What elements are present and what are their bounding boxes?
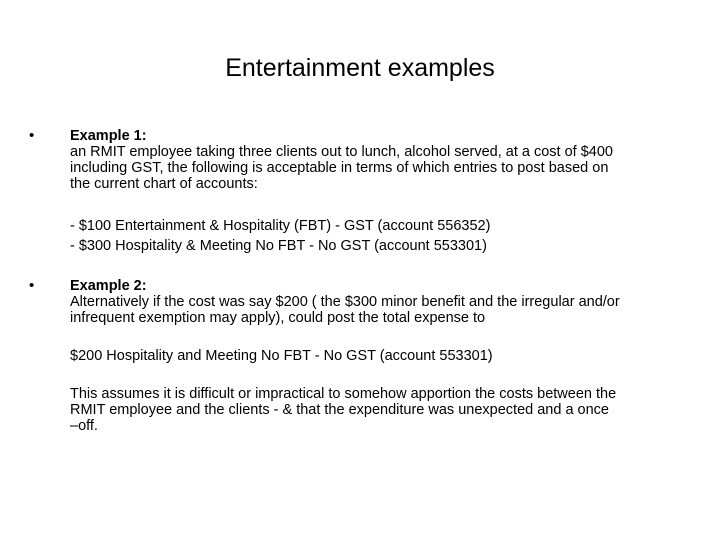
example-1-entry: - $300 Hospitality & Meeting No FBT - No GST (account 553301) [70, 238, 487, 254]
bullet-example-2: • [29, 277, 35, 294]
example-1-line: including GST, the following is acceptable in terms of which entries to post based on [70, 160, 609, 176]
example-2-note-line: –off. [70, 418, 98, 434]
example-2-line: infrequent exemption may apply), could post the total expense to [70, 310, 486, 326]
example-2-note [70, 386, 710, 434]
example-2-line: Alternatively if the cost was say $200 ( the $300 minor benefit and the irregular and/or [70, 294, 620, 310]
example-1-intro [70, 128, 710, 192]
example-1-line: the current chart of accounts: [70, 176, 258, 192]
example-2-note-line: RMIT employee and the clients - & that the expenditure was unexpected and a once [70, 402, 609, 418]
example-2-note-line: This assumes it is difficult or impractical to somehow apportion the costs between the [70, 386, 617, 402]
example-2-heading: Example 2: [70, 278, 147, 294]
example-2-intro [70, 278, 710, 326]
slide-title: Entertainment examples [225, 54, 495, 82]
example-2-entry: $200 Hospitality and Meeting No FBT - No GST (account 553301) [70, 348, 493, 364]
example-2-entry-block [70, 348, 710, 364]
example-1-line: an RMIT employee taking three clients out to lunch, alcohol served, at a cost of $400 [70, 144, 613, 160]
example-1-entry: - $100 Entertainment & Hospitality (FBT) - GST (account 556352) [70, 218, 491, 234]
example-1-heading: Example 1: [70, 128, 147, 144]
example-1-entries [70, 216, 710, 256]
bullet-example-1: • [29, 127, 35, 144]
